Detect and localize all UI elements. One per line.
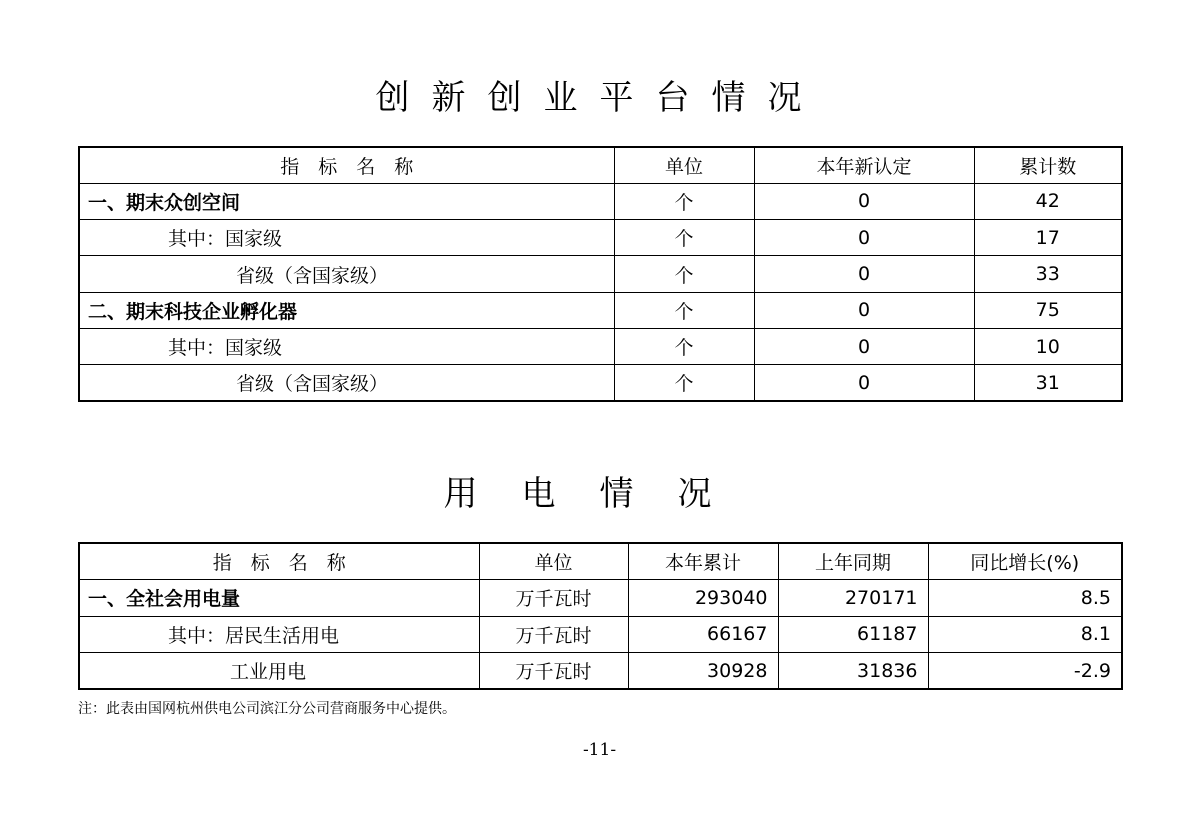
row-unit: 万千瓦时 [479, 580, 628, 617]
table-row [79, 256, 1122, 292]
row-total: 75 [974, 292, 1122, 328]
row-new: 0 [754, 365, 974, 401]
header-yoy-growth: 同比增长(%) [928, 543, 1122, 580]
header-indicator-name: 指 标 名 称 [79, 147, 614, 183]
row-name: 工业用电 [79, 653, 479, 690]
row-new: 0 [754, 220, 974, 256]
header-new-certified: 本年新认定 [754, 147, 974, 183]
table-row [79, 292, 1122, 328]
header-previous-period: 上年同期 [778, 543, 928, 580]
row-name: 省级（含国家级） [79, 256, 614, 292]
row-name: 一、全社会用电量 [79, 580, 479, 617]
row-unit: 个 [614, 365, 754, 401]
table-row [79, 220, 1122, 256]
row-name: 一、期末众创空间 [79, 183, 614, 219]
electricity-usage-table [78, 542, 1123, 690]
row-total: 42 [974, 183, 1122, 219]
row-name: 其中：居民生活用电 [79, 616, 479, 653]
row-unit: 个 [614, 256, 754, 292]
row-previous: 270171 [778, 580, 928, 617]
table-row [79, 653, 1122, 690]
header-cumulative: 累计数 [974, 147, 1122, 183]
row-unit: 个 [614, 328, 754, 364]
table-row [79, 365, 1122, 401]
row-new: 0 [754, 256, 974, 292]
section1-title: 创新创业平台情况 [375, 78, 824, 118]
header-current-cumulative: 本年累计 [628, 543, 778, 580]
header-unit: 单位 [614, 147, 754, 183]
row-growth: 8.5 [928, 580, 1122, 617]
row-unit: 个 [614, 292, 754, 328]
row-current: 66167 [628, 616, 778, 653]
row-previous: 61187 [778, 616, 928, 653]
table-row [79, 328, 1122, 364]
row-current: 293040 [628, 580, 778, 617]
table-header-row [79, 543, 1122, 580]
row-previous: 31836 [778, 653, 928, 690]
row-name: 其中：国家级 [79, 328, 614, 364]
row-unit: 个 [614, 220, 754, 256]
header-indicator-name: 指 标 名 称 [79, 543, 479, 580]
row-total: 33 [974, 256, 1122, 292]
row-total: 17 [974, 220, 1122, 256]
header-unit: 单位 [479, 543, 628, 580]
row-current: 30928 [628, 653, 778, 690]
row-growth: 8.1 [928, 616, 1122, 653]
row-name: 其中：国家级 [79, 220, 614, 256]
page-number: -11- [582, 740, 617, 760]
row-unit: 万千瓦时 [479, 653, 628, 690]
row-name: 省级（含国家级） [79, 365, 614, 401]
table-row [79, 183, 1122, 219]
table-row [79, 580, 1122, 617]
table-footnote: 注：此表由国网杭州供电公司滨江分公司营商服务中心提供。 [78, 701, 456, 717]
table-header-row [79, 147, 1122, 183]
row-unit: 万千瓦时 [479, 616, 628, 653]
row-new: 0 [754, 292, 974, 328]
row-total: 10 [974, 328, 1122, 364]
innovation-platform-table [78, 146, 1123, 402]
row-total: 31 [974, 365, 1122, 401]
row-new: 0 [754, 328, 974, 364]
table-row [79, 616, 1122, 653]
row-unit: 个 [614, 183, 754, 219]
row-new: 0 [754, 183, 974, 219]
section2-title: 用电情况 [443, 474, 756, 514]
row-growth: -2.9 [928, 653, 1122, 690]
row-name: 二、期末科技企业孵化器 [79, 292, 614, 328]
